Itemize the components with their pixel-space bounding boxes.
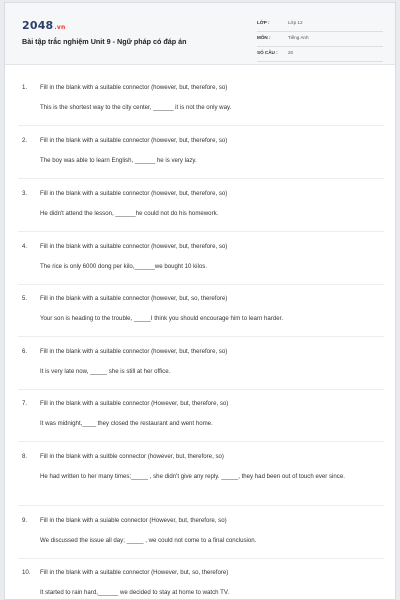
question-number: 7. bbox=[22, 400, 28, 407]
question-sentence: The boy was able to learn English, ______ he is very lazy. bbox=[40, 157, 197, 164]
divider bbox=[18, 389, 384, 390]
question-number: 6. bbox=[22, 348, 28, 355]
question-prompt: Fill in the blank with a suitable connector (however, but, therefore, so) bbox=[40, 243, 228, 250]
logo-domain: .vn bbox=[54, 24, 66, 31]
question-prompt: Fill in the blank with a suitable connector (however, but, therefore, so) bbox=[40, 190, 228, 197]
question-number: 2. bbox=[22, 137, 28, 144]
question-number: 10. bbox=[22, 569, 31, 576]
question-prompt: Fill in the blank with a suitable connector (however, but, therefore, so) bbox=[40, 348, 228, 355]
question-number: 9. bbox=[22, 517, 28, 524]
meta-key: SỐ CÂU : bbox=[257, 50, 278, 55]
question-sentence: It was midnight,____ they closed the restaurant and went home. bbox=[40, 420, 213, 427]
question-prompt: Fill in the blank with a suitable connector (however, but, therefore, so) bbox=[40, 137, 228, 144]
divider bbox=[18, 336, 384, 337]
meta-row-count bbox=[257, 47, 383, 62]
question-sentence: Your son is heading to the trouble, _____I think you should encourage him to learn harder. bbox=[40, 315, 284, 322]
question-sentence: We discussed the issue all day; _____ , we could not come to a final conclusion. bbox=[40, 537, 257, 544]
page-title: Bài tập trắc nghiệm Unit 9 - Ngữ pháp có đáp án bbox=[22, 37, 187, 46]
question-number: 5. bbox=[22, 295, 28, 302]
question-sentence: This is the shortest way to the city center, ______ it is not the only way. bbox=[40, 104, 232, 111]
question-prompt: Fill in the blank with a suitable connector (However, but, so, therefore) bbox=[40, 569, 229, 576]
meta-key: LỚP : bbox=[257, 20, 270, 25]
question-prompt: Fill in the blank with a suitble connector (however, but, therefore, so) bbox=[40, 453, 224, 460]
question-sentence: It is very late now, _____ she is still at her office. bbox=[40, 368, 171, 375]
divider bbox=[18, 558, 384, 559]
meta-value: Lớp 12 bbox=[288, 20, 303, 25]
question-number: 4. bbox=[22, 243, 28, 250]
quiz-header bbox=[5, 3, 395, 65]
question-prompt: Fill in the blank with a suitable connector (however, but, so, therefore) bbox=[40, 295, 228, 302]
meta-value: Tiếng Anh bbox=[288, 35, 309, 40]
divider bbox=[18, 441, 384, 442]
divider bbox=[18, 505, 384, 506]
question-prompt: Fill in the blank with a suitable connector (However, but, therefore, so) bbox=[40, 400, 229, 407]
meta-key: MÔN : bbox=[257, 35, 271, 40]
meta-value: 20 bbox=[288, 50, 294, 55]
question-sentence: It started to rain hard,______ we decided to stay at home to watch TV. bbox=[40, 589, 230, 596]
question-number: 8. bbox=[22, 453, 28, 460]
divider bbox=[18, 284, 384, 285]
divider bbox=[18, 178, 384, 179]
question-number: 1. bbox=[22, 84, 28, 91]
divider bbox=[18, 125, 384, 126]
question-sentence: The rice is only 6000 dong per kilo,______we bought 10 kilos. bbox=[40, 263, 208, 270]
question-prompt: Fill in the blank with a suitable connector (however, but, therefore, so) bbox=[40, 84, 228, 91]
divider bbox=[18, 231, 384, 232]
site-logo[interactable] bbox=[22, 19, 65, 32]
logo-text: 2048 bbox=[22, 19, 54, 32]
meta-row-class bbox=[257, 17, 383, 32]
question-prompt: Fill in the blank with a suiable connector (However, but, therefore, so) bbox=[40, 517, 227, 524]
question-number: 3. bbox=[22, 190, 28, 197]
question-sentence: He didn't attend the lesson, ______he could not do his homework. bbox=[40, 210, 219, 217]
meta-row-subject bbox=[257, 32, 383, 47]
quiz-sheet bbox=[4, 2, 396, 600]
question-sentence: He had written to her many times;_____ , she didn't give any reply. _____, they had been out of touch ever since. bbox=[40, 473, 345, 480]
